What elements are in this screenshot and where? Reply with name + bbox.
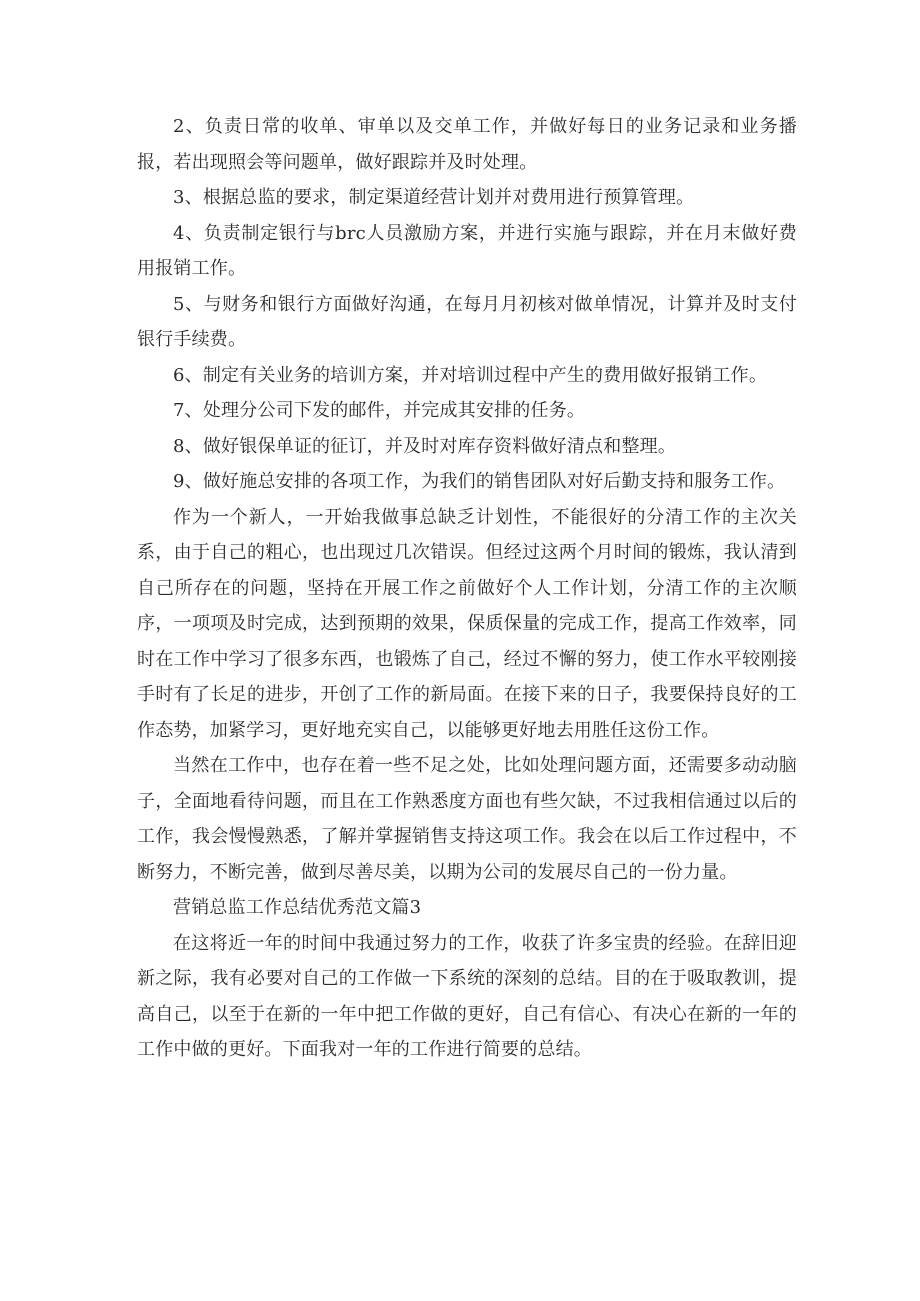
paragraph-item-6: 6、制定有关业务的培训方案，并对培训过程中产生的费用做好报销工作。 [173, 364, 768, 386]
paragraph-newcomer-reflection: 作为一个新人，一开始我做事总缺乏计划性，不能很好的分清工作的主次关系，由于自己的粗心，也出现过几次错误。但经过这两个月时间的锻炼，我认清到自己所存在的问题，坚持在开展工作之前做好个人工作计划，分清工作的主次顺序，一项项及时完成，达到预期的效果，保质保量的完成工作，提高工作效率，同时在工作中学习了很多东西，也锻炼了自己，经过不懈的努力，使工作水平较刚接手时有了长足的进步，开创了工作的新局面。在接下来的日子，我要保持良好的工作态势，加紧学习，更好地充实自己，以能够更好地去用胜任这份工作。 [137, 506, 797, 741]
paragraph-item-3: 3、根据总监的要求，制定渠道经营计划并对费用进行预算管理。 [173, 187, 695, 208]
paragraph-shortcomings: 当然在工作中，也存在着一些不足之处，比如处理问题方面，还需要多动动脑子，全面地看待问题，而且在工作熟悉度方面也有些欠缺，不过我相信通过以后的工作，我会慢慢熟悉，了解并掌握销售支持这项工作。我会在以后工作过程中，不断努力，不断完善，做到尽善尽美，以期为公司的发展尽自己的一份力量。 [137, 755, 797, 883]
paragraph-annual-summary-intro: 在这将近一年的时间中我通过努力的工作，收获了许多宝贵的经验。在辞旧迎新之际，我有必要对自己的工作做一下系统的深刻的总结。目的在于吸取教训，提高自己，以至于在新的一年中把工作做的更好，自己有信心、有决心在新的一年的工作中做的更好。下面我对一年的工作进行简要的总结。 [137, 932, 797, 1060]
document-body [137, 109, 797, 1068]
paragraph-item-9: 9、做好施总安排的各项工作，为我们的销售团队对好后勤支持和服务工作。 [173, 471, 786, 492]
paragraph-item-2: 2、负责日常的收单、审单以及交单工作，并做好每日的业务记录和业务播报，若出现照会等问题单，做好跟踪并及时处理。 [137, 116, 797, 173]
section-title: 营销总监工作总结优秀范文篇3 [173, 897, 422, 918]
paragraph-item-5: 5、与财务和银行方面做好沟通，在每月月初核对做单情况，计算并及时支付银行手续费。 [137, 293, 797, 350]
paragraph-item-7: 7、处理分公司下发的邮件，并完成其安排的任务。 [173, 400, 586, 421]
paragraph-item-4: 4、负责制定银行与brc人员激励方案，并进行实施与跟踪，并在月末做好费用报销工作。 [137, 222, 797, 279]
paragraph-item-8: 8、做好银保单证的征订，并及时对库存资料做好清点和整理。 [173, 435, 677, 457]
